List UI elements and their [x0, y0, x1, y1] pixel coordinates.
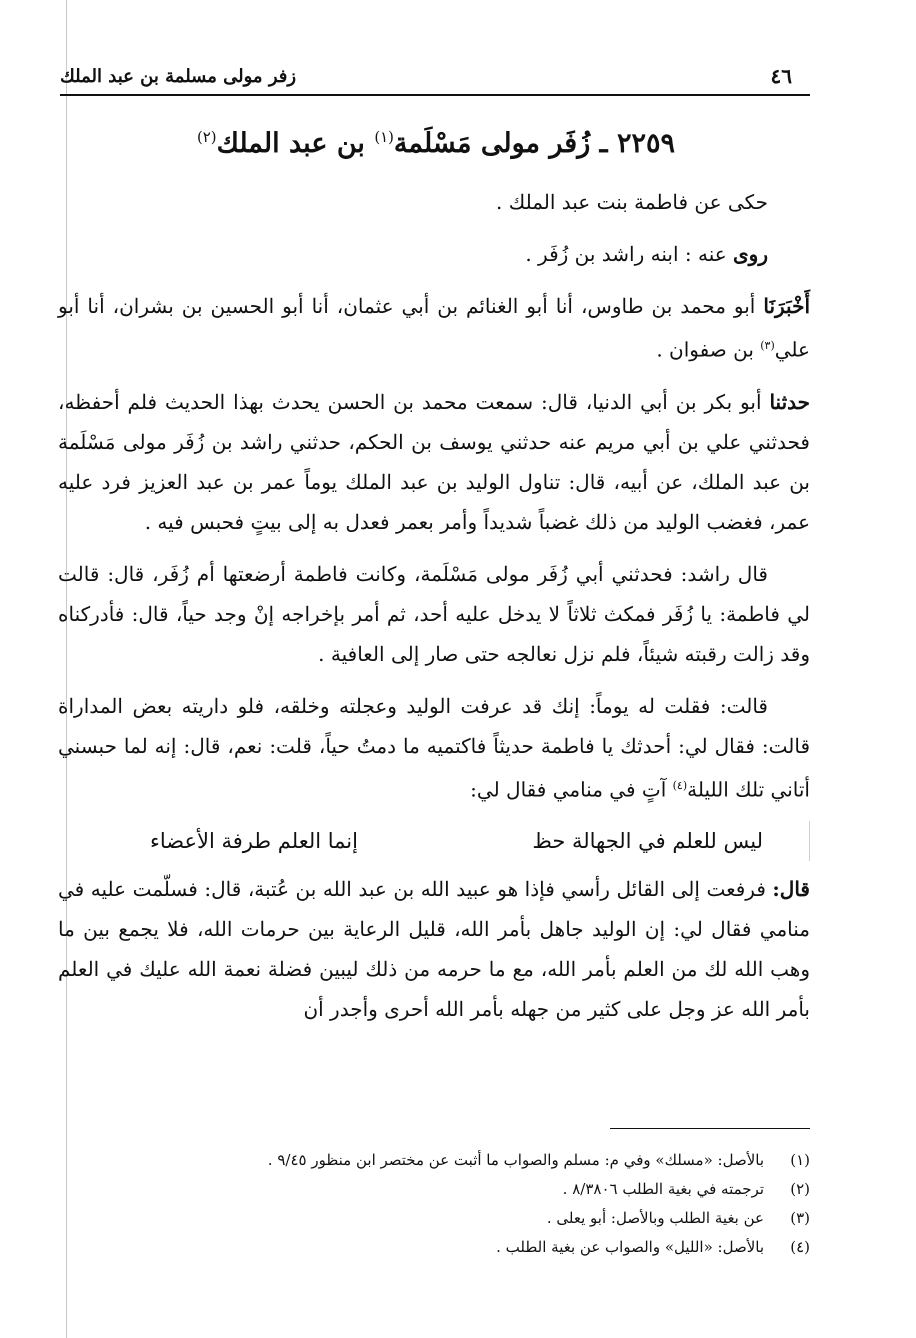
lead-word: قال:	[772, 877, 810, 902]
lead-word: أَخْبَرَنَا	[763, 294, 811, 318]
footnote	[60, 1204, 810, 1233]
paragraph-2: روى عنه : ابنه راشد بن زُفَر .	[525, 242, 768, 266]
poem-hemistich-2: إنما العلم طرفة الأعضاء	[150, 829, 358, 854]
footnote-ref-4[interactable]: (٤)	[672, 778, 688, 792]
footnote-text: عن بغية الطلب وبالأصل: أبو يعلى .	[546, 1209, 764, 1227]
footnote-ref-3[interactable]: (٣)	[760, 339, 775, 352]
paragraph-6: قالت: فقلت له يوماً: إنك قد عرفت الوليد وعجلته وخلقه، فلو داريته بعض المداراة قالت: فقال لي: أحدثك يا فاطمة حديثاً فاكتميه ما دمتُ حياً، قلت: نعم، قال: إنه لما حبسني أتاني تلك الليلة$^{(٤)}$ آتٍ في منامي فقال لي:	[58, 693, 810, 802]
footnote	[60, 1146, 810, 1175]
entry-title-main: ٢٢٥٩ ـ زُفَر مولى مَسْلَمة	[393, 128, 675, 159]
body-text	[58, 182, 810, 1041]
paragraph-1: حكى عن فاطمة بنت عبد الملك .	[496, 190, 768, 214]
footnote-number: (٢)	[790, 1180, 810, 1198]
lead-word: روى	[733, 242, 768, 266]
footnote	[60, 1175, 810, 1204]
poem-hemistich-1: ليس للعلم في الجهالة حظ	[532, 829, 763, 854]
paragraph-4: حدثنا أبو بكر بن أبي الدنيا، قال: سمعت محمد بن الحسن يحدث بهذا الحديث فلم أحفظه، فحدثني علي بن أبي مريم عنه حدثني يوسف بن الحكم، حدثني راشد بن زُفَر مولى مَسْلَمة بن عبد الملك، عن أبيه، قال: تناول الوليد بن عبد الملك يوماً عمر بن عبد العزيز فرد عليه عمر، فغضب الوليد من ذلك غضباً شديداً وأمر بعمر فعدل به إلى بيتٍ فحبس فيه .	[58, 389, 810, 534]
footnote	[60, 1233, 810, 1262]
page-number: ٤٦	[770, 64, 792, 88]
footnotes	[60, 1146, 810, 1262]
footnote-text: بالأصل: «مسلك» وفي م: مسلم والصواب ما أثبت عن مختصر ابن منظور ٩/٤٥ .	[267, 1151, 764, 1169]
running-title: زفر مولى مسلمة بن عبد الملك	[60, 66, 297, 87]
entry-title	[60, 128, 812, 159]
footnote-ref-2[interactable]: (٢)	[197, 128, 217, 146]
footnote-text: ترجمته في بغية الطلب ٨/٣٨٠٦ .	[562, 1180, 764, 1198]
poem-verse	[58, 821, 810, 861]
paragraph-3: أَخْبَرَنَا أبو محمد بن طاوس، أنا أبو الغنائم بن أبي عثمان، أنا أبو الحسين بن بشران، أنا أبو علي$^{(٣)}$ بن صفوان .	[58, 294, 811, 362]
header-rule	[60, 94, 810, 96]
lead-word: حدثنا	[769, 389, 810, 414]
entry-title-rest: بن عبد الملك	[216, 128, 375, 159]
paragraph-5: قال راشد: فحدثني أبي زُفَر مولى مَسْلَمة، وكانت فاطمة أرضعتها أم زُفَر، قال: قالت لي فاطمة: يا زُفَر فمكث ثلاثاً لا يدخل عليه أحد، ثم أمر بإخراجه إنْ وجد حياً، قال: فأدركناه وقد زالت رقبته شيئاً، فلم نزل نعالجه حتى صار إلى العافية .	[58, 561, 810, 666]
running-header	[60, 62, 810, 92]
footnote-number: (٣)	[790, 1209, 810, 1227]
paragraph-7: قال: فرفعت إلى القائل رأسي فإذا هو عبيد الله بن عبد الله بن عُتبة، قال: فسلّمت عليه في منامي فقال لي: إن الوليد جاهل بأمر الله، قليل الرعاية بين حرمات الله، فلا يجمع بين ما وهب الله لك من العلم بأمر الله، مع ما حرمه من ذلك ليبين فضلة نعمة الله عليك في العلم بأمر الله عز وجل على كثير من جهله بأمر الله أحرى وأجدر أن	[58, 877, 810, 1022]
footnote-rule	[610, 1128, 810, 1129]
footnote-text: بالأصل: «الليل» والصواب عن بغية الطلب .	[496, 1238, 764, 1256]
footnote-ref-1[interactable]: (١)	[374, 128, 394, 146]
footnote-number: (١)	[790, 1151, 810, 1169]
footnote-number: (٤)	[790, 1238, 810, 1256]
